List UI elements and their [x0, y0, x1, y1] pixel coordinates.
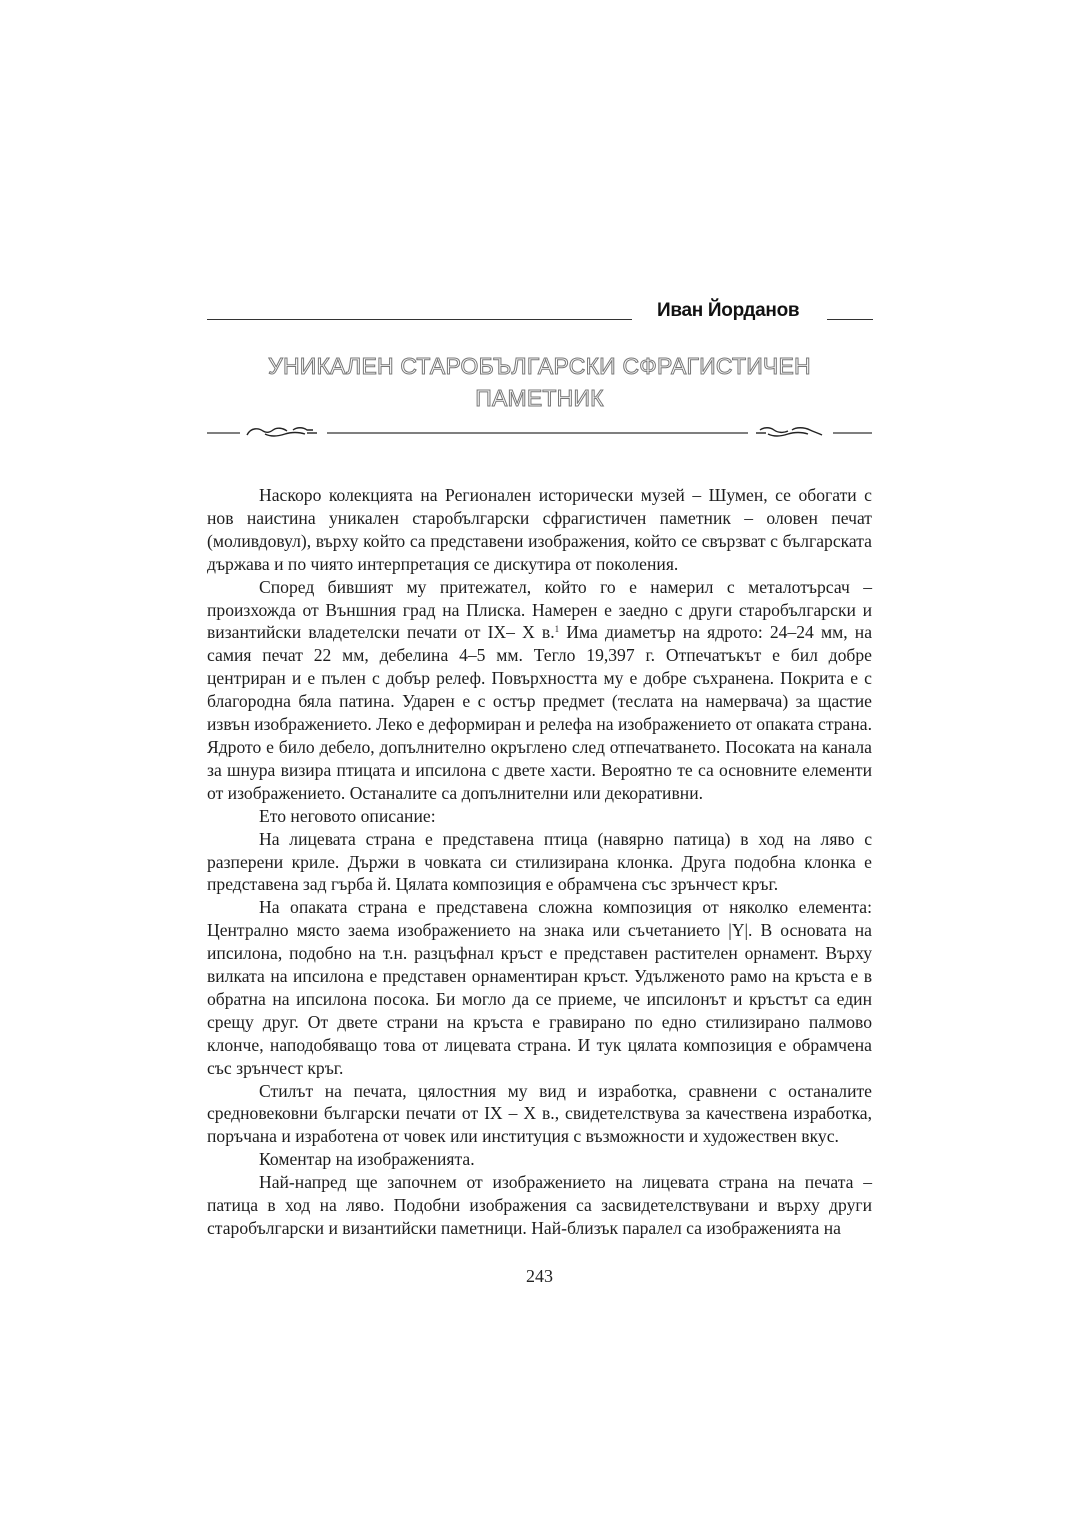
header-rule-right — [827, 319, 873, 320]
paragraph-3: Ето неговото описание: — [259, 805, 436, 826]
paragraph-8: Най-напред ще започнем от изображението на лицевата страна на печата – патица в ход на ляво. Подобни изображения са засвидетелствувани и върху други старобългарски и византийски паметници. Най-близък паралел са изображенията на — [207, 1172, 872, 1238]
paragraph-1: Наскоро колекцията на Регионален исторически музей – Шумен, се обогати с нов наистина уникален старобългарски сфрагистичен паметник – оловен печат (моливдовул), върху който са представени изображения, който се свързват с българската държава и по чиято интерпретация се дискутира от поколения. — [207, 485, 872, 574]
title-line-2: ПАМЕТНИК — [475, 385, 604, 411]
paragraph-4: На лицевата страна е представена птица (навярно патица) в ход на ляво с разперени криле. Държи в човката си стилизирана клонка. Друга подобна клонка е представена зад гърба й. Цялата композиция е обрамчена със зрънчест кръг. — [207, 828, 872, 895]
title-line-1: УНИКАЛЕН СТАРОБЪЛГАРСКИ СФРАГИСТИЧЕН — [268, 353, 811, 379]
paragraph-6: Стилът на печата, цялостния му вид и изработка, сравнени с останалите средновековни български печати от ІХ – Х в., свидетелствува за качествена изработка, поръчана и изработена от човек или институция с възможности и художествен вкус. — [207, 1080, 872, 1147]
paragraph-5: На опаката страна е представена сложна композиция от няколко елемента: Централно място заема изображението на знака или съчетанието |Y|. В основата на ипсилона, подобно на т.н. разцъфнал кръст е представен растителен орнамент. Върху вилката на ипсилона е представен орнаментиран кръст. Удълженото рамо на кръста е в обратна на ипсилона посока. Би могло да се приеме, че ипсилонът и кръстът са един срещу друг. От двете страни на кръста е гравирано по едно стилизирано палмово клонче, наподобяващо това от лицевата страна. И тук цялата композиция е обрамчена със зрънчест кръг. — [207, 897, 872, 1078]
article-body — [207, 484, 872, 1240]
ornament-flourish-left-icon — [247, 428, 317, 436]
paragraph-7: Коментар на изображенията. — [259, 1149, 475, 1170]
footnote-ref-1[interactable]: 1 — [554, 624, 560, 635]
author-name: Иван Йорданов — [657, 300, 800, 321]
paragraph-2 — [207, 576, 872, 805]
ornament-flourish-right-icon — [756, 428, 822, 436]
article-title — [207, 350, 872, 414]
running-header — [207, 300, 872, 328]
paragraph-2-part-2: Има диаметър на ядрото: 24–24 мм, на самия печат 22 мм, дебелина 4–5 мм. Тегло 19,397 г. Отпечатъкът е бил добре центриран и е пълен с добър релеф. Повърхността му е добре съхранена. Покрита е с благородна бяла патина. Ударен е с остър предмет (теслата на намервача) за щастие извън изображението. Леко е деформиран и релефа на изображението от опаката страна. Ядрото е било дебело, допълнително окръглено след отпечатването. Посоката на канала за шнура визира птицата и ипсилона с двете хасти. Вероятно те са основните елементи от изображението. Останалите са допълнителни или декоративни. — [207, 622, 873, 803]
page-number: 243 — [526, 1266, 553, 1286]
title-ornament-divider — [207, 424, 872, 440]
paragraph-2-part-1: Според бившият му притежател, който го е намерил с металотърсач – произхожда от Външния град на Плиска. Намерен е заедно с други старобългарски и византийски владетелски печати от ІХ– Х в. — [207, 576, 872, 643]
header-rule-left — [207, 319, 632, 320]
